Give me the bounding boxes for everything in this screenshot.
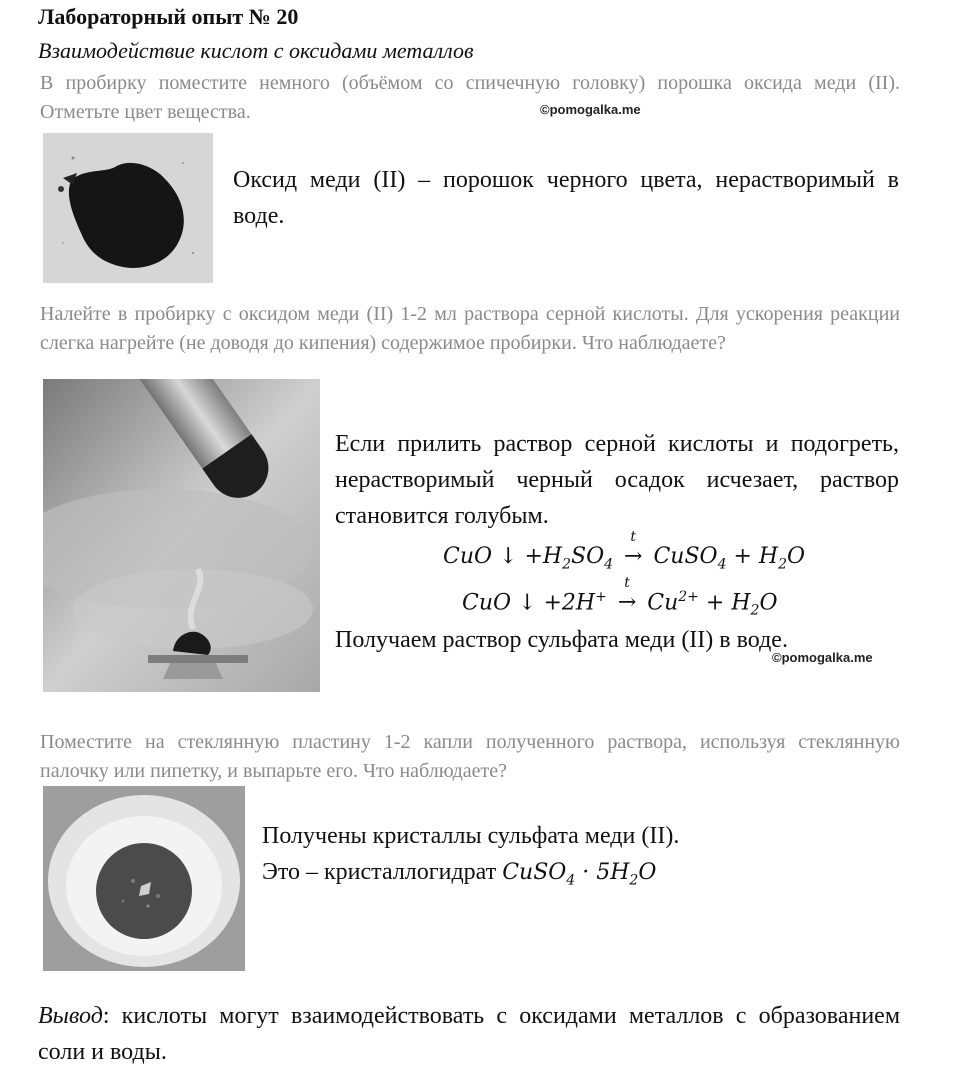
answer-3-line2 xyxy=(262,854,902,898)
eq1-rhs3: O xyxy=(787,544,806,569)
eq1-sub1: 2 xyxy=(562,556,571,573)
eq2-sup1: + xyxy=(595,589,607,605)
eq2-rhs3: O xyxy=(759,590,778,616)
formula-part: · 5H xyxy=(575,860,630,885)
heat-label: t xyxy=(624,575,630,592)
conclusion-text: : кислоты могут взаимодействовать с оксидами металлов с образованием соли и воды. xyxy=(38,1003,900,1065)
watermark: ©pomogalka.me xyxy=(540,102,641,117)
arrow-glyph: → xyxy=(624,544,643,569)
arrow-glyph: → xyxy=(617,590,637,616)
crystallohydrate-formula xyxy=(502,860,657,889)
answer-2: Если прилить раствор серной кислоты и подогреть, нерастворимый черный осадок исчезает, раствор становится голубым. xyxy=(335,431,899,529)
final-conclusion xyxy=(38,998,900,1070)
eq2-lhs1: CuO ↓ +2H xyxy=(462,590,596,616)
eq2-rhs1: Cu xyxy=(647,590,679,616)
eq1-sub3: 4 xyxy=(717,556,727,573)
page-subtitle: Взаимодействие кислот с оксидами металлов xyxy=(38,38,474,63)
test-tube-heating-photo xyxy=(43,379,320,692)
formula-sub: 2 xyxy=(629,872,639,889)
instruction-1: В пробирку поместите немного (объёмом со спичечную головку) порошка оксида меди (II). Отметьте цвет вещества. xyxy=(40,72,900,123)
eq1-rhs2: + H xyxy=(726,544,779,569)
answer-3-text: Это – кристаллогидрат xyxy=(262,859,503,885)
eq1-lhs1: CuO ↓ +H xyxy=(443,544,563,569)
instruction-2: Налейте в пробирку с оксидом меди (II) 1-2 мл раствора серной кислоты. Для ускорения реакции слегка нагрейте (не доводя до кипения) содержимое пробирки. Что наблюдаете? xyxy=(40,303,900,354)
conclusion-label: Вывод xyxy=(38,1003,103,1029)
eq2-rhs2: + H xyxy=(698,590,751,616)
heating-arrow xyxy=(624,529,643,569)
formula-part: CuSO xyxy=(502,860,567,885)
formula-part: O xyxy=(638,860,657,885)
eq2-sup2: 2+ xyxy=(678,589,699,605)
equation-ionic xyxy=(462,575,778,619)
heat-label: t xyxy=(630,529,637,545)
answer-1: Оксид меди (II) – порошок черного цвета, нерастворимый в воде. xyxy=(233,167,899,229)
eq1-lhs2: SO xyxy=(571,544,605,569)
conclusion-2: Получаем раствор сульфата меди (II) в воде. xyxy=(335,627,788,653)
copper-oxide-powder-photo xyxy=(43,133,213,283)
formula-sub: 4 xyxy=(566,872,576,889)
eq1-sub2: 4 xyxy=(604,556,614,573)
evaporation-dish-photo xyxy=(43,786,245,971)
eq2-sub1: 2 xyxy=(750,602,760,619)
equation-molecular xyxy=(443,529,806,573)
page-title: Лабораторный опыт № 20 xyxy=(38,4,299,29)
eq1-sub4: 2 xyxy=(778,556,788,573)
eq1-rhs1: CuSO xyxy=(653,544,718,569)
instruction-3: Поместите на стеклянную пластину 1-2 капли полученного раствора, используя стеклянную палочку или пипетку, и выпарьте его. Что наблюдаете? xyxy=(40,731,900,782)
watermark: ©pomogalka.me xyxy=(772,650,873,665)
heating-arrow xyxy=(617,575,637,616)
answer-3-line1: Получены кристаллы сульфата меди (II). xyxy=(262,823,680,849)
